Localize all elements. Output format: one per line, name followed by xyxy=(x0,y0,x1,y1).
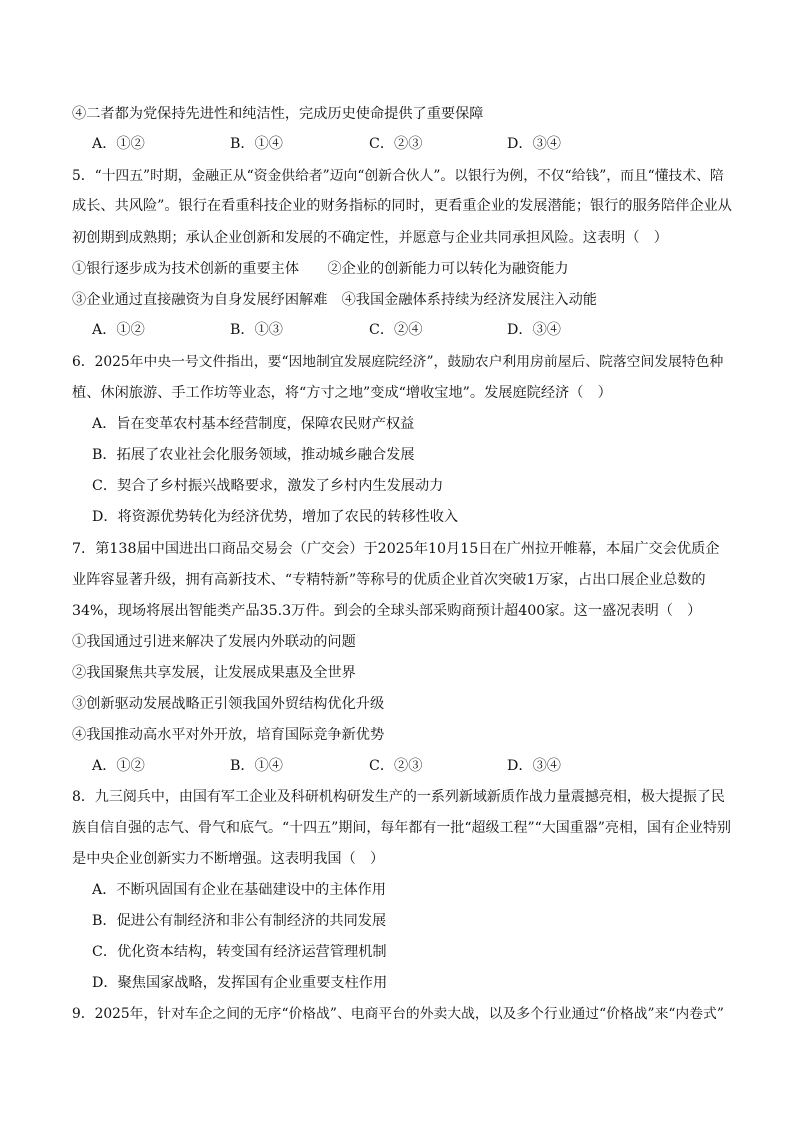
q4-option-b: B．①④ xyxy=(230,136,283,152)
q7-stem-line-2: 业阵容显著升级，拥有高新技术、“专精特新”等称号的优质企业首次突破1万家，占出口展企业总数的 xyxy=(72,572,706,588)
q4-option-c: C．②③ xyxy=(369,136,423,152)
q8-option-a: A．不断巩固国有企业在基础建设中的主体作用 xyxy=(92,882,386,898)
q7-statement-2: ②我国聚焦共享发展，让发展成果惠及全世界 xyxy=(72,665,356,681)
q4-option-d: D．③④ xyxy=(507,136,561,152)
q5-option-c: C．②④ xyxy=(369,322,423,338)
q4-option-a: A．①② xyxy=(92,136,145,152)
q7-option-d: D．③④ xyxy=(507,758,561,774)
q5-stem-line-1: 5．“十四五”时期，金融正从“资金供给者”迈向“创新合伙人”。以银行为例，不仅“给钱”，而且“懂技术、陪 xyxy=(72,168,724,184)
q5-statements-3-4: ③企业通过直接融资为自身发展纾困解难 ④我国金融体系持续为经济发展注入动能 xyxy=(72,292,597,308)
q9-stem-line-1: 9．2025年，针对车企之间的无序“价格战”、电商平台的外卖大战，以及多个行业通过“价格战”来“内卷式” xyxy=(72,1006,724,1022)
q6-option-a: A．旨在变革农村基本经营制度，保障农民财产权益 xyxy=(92,416,415,432)
q8-stem-line-2: 族自信自强的志气、骨气和底气。“十四五”期间，每年都有一批“超级工程”“大国重器”亮相，国有企业特别 xyxy=(72,820,731,836)
q4-statement-4: ④二者都为党保持先进性和纯洁性，完成历史使命提供了重要保障 xyxy=(72,106,484,122)
q6-option-c: C．契合了乡村振兴战略要求，激发了乡村内生发展动力 xyxy=(92,478,444,494)
q4-options xyxy=(92,134,692,154)
q8-stem-line-3: 是中央企业创新实力不断增强。这表明我国（ ） xyxy=(72,851,385,867)
q5-option-a: A．①② xyxy=(92,322,145,338)
q8-option-c: C．优化资本结构，转变国有经济运营管理机制 xyxy=(92,944,387,960)
q5-stem-line-3: 初创期到成熟期；承认企业创新和发展的不确定性，并愿意与企业共同承担风险。这表明（ ） xyxy=(72,230,668,246)
q5-options xyxy=(92,320,692,340)
q8-option-b: B．促进公有制经济和非公有制经济的共同发展 xyxy=(92,913,387,929)
q5-option-d: D．③④ xyxy=(507,322,561,338)
q6-stem-line-2: 植、休闲旅游、手工作坊等业态，将“方寸之地”变成“增收宝地”。发展庭院经济（ ） xyxy=(72,385,612,401)
q5-stem-line-2: 成长、共风险”。银行在看重科技企业的财务指标的同时，更看重企业的发展潜能；银行的服务陪伴企业从 xyxy=(72,198,732,214)
q8-option-d: D．聚焦国家战略，发挥国有企业重要支柱作用 xyxy=(92,975,388,991)
q6-stem-line-1: 6．2025年中央一号文件指出，要“因地制宜发展庭院经济”，鼓励农户利用房前屋后、院落空间发展特色种 xyxy=(72,354,724,370)
q5-statements-1-2: ①银行逐步成为技术创新的重要主体 ②企业的创新能力可以转化为融资能力 xyxy=(72,261,569,277)
q6-option-b: B．拓展了农业社会化服务领域，推动城乡融合发展 xyxy=(92,447,415,463)
q7-statement-4: ④我国推动高水平对外开放，培育国际竞争新优势 xyxy=(72,727,385,743)
q7-stem-line-3: 34%，现场将展出智能类产品35.3万件。到会的全球头部采购商预计超400家。这一盛况表明（ ） xyxy=(72,603,702,619)
q7-option-b: B．①④ xyxy=(230,758,283,774)
q7-option-c: C．②③ xyxy=(369,758,423,774)
q7-statement-1: ①我国通过引进来解决了发展内外联动的问题 xyxy=(72,634,356,650)
q7-statement-3: ③创新驱动发展战略正引领我国外贸结构优化升级 xyxy=(72,696,385,712)
q7-stem-line-1: 7．第138届中国进出口商品交易会（广交会）于2025年10月15日在广州拉开帷幕，本届广交会优质企 xyxy=(72,541,720,557)
q6-option-d: D．将资源优势转化为经济优势，增加了农民的转移性收入 xyxy=(92,509,459,525)
q8-stem-line-1: 8．九三阅兵中，由国有军工企业及科研机构研发生产的一系列新域新质作战力量震撼亮相，极大提振了民 xyxy=(72,789,725,805)
q5-option-b: B．①③ xyxy=(230,322,283,338)
q7-options xyxy=(92,756,692,776)
q7-option-a: A．①② xyxy=(92,758,145,774)
